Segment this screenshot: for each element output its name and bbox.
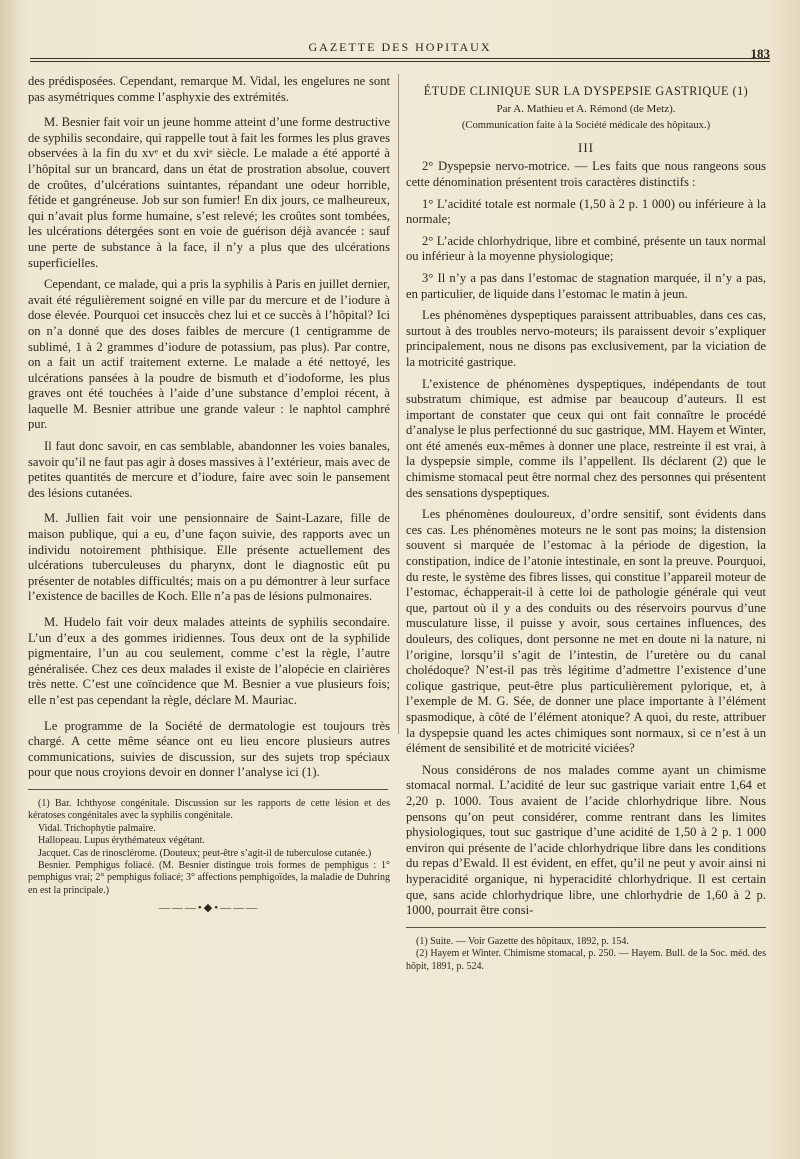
page-binding-shadow: [0, 0, 22, 1159]
paragraph: M. Hudelo fait voir deux malades atteints de syphilis secondaire. L’un d’eux a des gommes iridiennes. Tous deux ont de la syphilide pigmentaire, l’un au cou seulement, comme c’est la règle, l’autre généralisée. Chez ces deux malades il existe de l’alopécie en clairières très nette. C’est une coïncidence que M. Besnier a vue plusieurs fois; elle n’est pas cependant la règle, déclare M. Mauriac.: [28, 615, 390, 707]
footnote: Jacquet. Cas de rinosclérome. (Douteux; peut-être s’agit-il de tuberculose cutanée.): [38, 847, 372, 859]
article-byline: Par A. Mathieu et A. Rémond (de Metz).: [496, 102, 676, 115]
paragraph: Cependant, ce malade, qui a pris la syphilis à Paris en juillet dernier, avait été régulièrement soigné en ville par du mercure et de l’iodure à dose élevée. Pourquoi cet insuccès chez lui et ce succès à l’hôpital? Ici on n’a donné que des doses faibles de mercure (1 centigramme de sublimé, 1 à 2 grammes d’iodure de potassium, pas plus). Par contre, on a fait un actif traitement externe. Le malade a été nettoyé, les ulcérations pansées à la poudre de bismuth et d’iodoforme, les plus graves ont été touchées à l’aide d’une substance d’emploi récent, à laquelle M. Besnier attribue une grande valeur : le naphtol camphré pur.: [28, 277, 390, 432]
paragraph: des prédisposées. Cependant, remarque M. Vidal, les engelures ne sont pas asymétriques comme l’asphyxie des extrémités.: [28, 74, 390, 104]
paragraph: 3° Il n’y a pas dans l’estomac de stagnation marquée, il n’y a pas, en particulier, de liquide dans l’estomac le matin à jeun.: [406, 270, 766, 301]
footnote-rule: [406, 927, 766, 928]
paragraph: Nous considérons de nos malades comme ayant un chimisme stomacal normal. L’acidité de leur suc gastrique variait entre 1,64 et 2,20 p. 1000. Tous avaient de l’acide chlorhydrique libre. Nous pensons qu’on peut considérer, comme rentrant dans les limites physiologiques, tout suc gastrique d’une acidité de 1,50 à 2 p. 1 000 environ qui présente de l’acide chlorhydrique libre dans les conditions du repas d’Ewald. Il est évident, en effet, qu’il ne peut y avoir ainsi ni hyperacidité organique, ni hyperacidité chlorhydrique. Il est certain que, sans acide chlorhydrique libre, une chlorhydrie de 1,60 à 2 p. 1000, pourrait être consi-: [406, 762, 766, 918]
article-title: ÉTUDE CLINIQUE SUR LA DYSPEPSIE GASTRIQUE (1): [423, 84, 749, 98]
footnote: Vidal. Trichophytie palmaire.: [38, 822, 156, 834]
paragraph: Le programme de la Société de dermatologie est toujours très chargé. A cette même séance ont eu lieu encore plusieurs autres communications, suivies de discussion, sur des sujets trop spéciaux pour que nous croyions devoir en donner l’analyse ici (1).: [28, 718, 390, 780]
article-communication-note: (Communication faite à la Société médicale des hôpitaux.): [461, 120, 711, 132]
right-footnotes: [406, 936, 766, 973]
header-rule-top: [30, 58, 770, 59]
footnote: (1) Suite. — Voir Gazette des hôpitaux, 1892, p. 154.: [416, 935, 629, 947]
footnote: (2) Hayem et Winter. Chimisme stomacal, p. 250. — Hayem. Bull. de la Soc. méd. des hôpit, 1891, p. 524.: [406, 948, 766, 972]
left-column: [28, 74, 390, 917]
header-rule-bottom: [30, 61, 770, 62]
footnote-rule: [28, 789, 388, 790]
page-number: 183: [750, 46, 770, 61]
footnote: Besnier. Pemphigus foliacé. (M. Besnier distingue trois formes de pemphigus : 1° pemphigus vrai; 2° pemphigus foliacé; 3° affections pemphigoïdes, la maladie de Duhring en est la principale.): [28, 859, 390, 896]
footnote: (1) Bar. Ichthyose congénitale. Discussion sur les rapports de cette lésion et des kératoses congénitales avec la syphilis congénitale.: [28, 797, 390, 822]
paragraph: 2° L’acide chlorhydrique, libre et combiné, présente un taux normal ou inférieur à la moyenne physiologique;: [406, 233, 766, 264]
right-column: [406, 84, 766, 973]
paragraph: Il faut donc savoir, en cas semblable, abandonner les voies banales, savoir qu’il ne faut pas agir à doses massives à l’extérieur, mais avec de petites quantités de mercure et d’iodure, faire avec soin le pansement des lésions cutanées.: [28, 439, 390, 500]
paragraph: 1° L’acidité totale est normale (1,50 à 2 p. 1 000) ou inférieure à la normale;: [406, 196, 766, 227]
ornament-divider: ———•◆•———: [158, 902, 260, 915]
left-footnotes: [28, 798, 390, 897]
section-numeral: III: [578, 139, 594, 155]
paragraph: M. Jullien fait voir une pensionnaire de Saint-Lazare, fille de maison publique, qui a eu, d’une façon suivie, des rapports avec un individu notoirement phthisique. Elle présente actuellement des ulcérations tuberculeuses du pharynx, dont le diagnostic eût pu présenter de notables difficultés; mais on a pu démontrer à leur surface l’existence de bacilles de Koch. Elle n’a pas de lésions pulmonaires.: [28, 511, 390, 604]
paragraph: M. Besnier fait voir un jeune homme atteint d’une forme destructive de syphilis secondaire, qui rappelle tout à fait les formes les plus graves observées à la fin du xvᵉ et du xviᵉ siècle. Le malade a été apporté à l’hôpital sur un brancard, dans un état de prostration absolue, couvert de croûtes, d’ulcérations suintantes, répandant une odeur horrible, fétide et gangréneuse. Job sur son fumier! En dix jours, ce malheureux, qui n’avait plus forme humaine, s’est relevé; les croûtes sont tombées, les ulcérations détergées sont en voie de guérison déjà avancée : sauf une perte de substance à la face, il n’y a plus que des ulcérations superficielles.: [28, 115, 390, 270]
paragraph: Les phénomènes douloureux, d’ordre sensitif, sont évidents dans ces cas. Les phénomènes moteurs ne le sont pas moins; la distension souvent si marquée de l’estomac à la période de digestion, la constipation, indice de l’atonie intestinale, en sont la preuve. Pourquoi, du reste, le système des fibres lisses, qui constitue l’appareil moteur de l’estomac, échapperait-il à cette loi de pathologie générale qui veut que, partout où il y a des conduits ou des réservoirs pourvus d’une musculature lisse, il puisse y avoir, sous certaines influences, des douleurs, des coliques, dont personne ne met en doute ni la nature, ni l’origine, lorsqu’il s’agit de l’intestin, de l’uretère ou du canal cholédoque? N’est-il pas très légitime d’admettre l’existence d’une colique gastrique, peut-être plus particulièrement pylorique, et, à l’exemple de M. G. Sée, de donner une place importante à l’élément spasmodique, à côté de l’élément atonique? A quoi, du reste, attribuer la dyspepsie quand les actes chimiques sont normaux, si ce n’est à un élément de sensibilité et de motricité viciées?: [406, 507, 766, 756]
footnote: Hallopeau. Lupus érythémateux végétant.: [38, 835, 205, 847]
column-divider: [398, 74, 399, 734]
journal-title: GAZETTE DES HOPITAUX: [308, 40, 492, 54]
paragraph: 2° Dyspepsie nervo-motrice. — Les faits que nous rangeons sous cette dénomination présentent trois caractères distinctifs :: [406, 159, 766, 189]
paragraph: L’existence de phénomènes dyspeptiques, indépendants de tout substratum chimique, est admise par beaucoup d’auteurs. Il est important de constater que ceux qui ont fait connaître le procédé d’analyse le plus perfectionné du suc gastrique, MM. Hayem et Winter, ont été amenés eux-mêmes à donner une place, restreinte il est vrai, à la dyspepsie simple, comme ils l’appellent. Ils déclarent (2) que le chimisme stomacal peut être normal chez des personnes qui présentent des sensations dyspeptiques.: [406, 376, 766, 500]
paragraph: Les phénomènes dyspeptiques paraissent attribuables, dans ces cas, surtout à des troubles nervo-moteurs; ils paraissent devoir s’expliquer principalement, nous ne disons pas exclusivement, par la viciation de la motricité gastrique.: [406, 308, 766, 369]
